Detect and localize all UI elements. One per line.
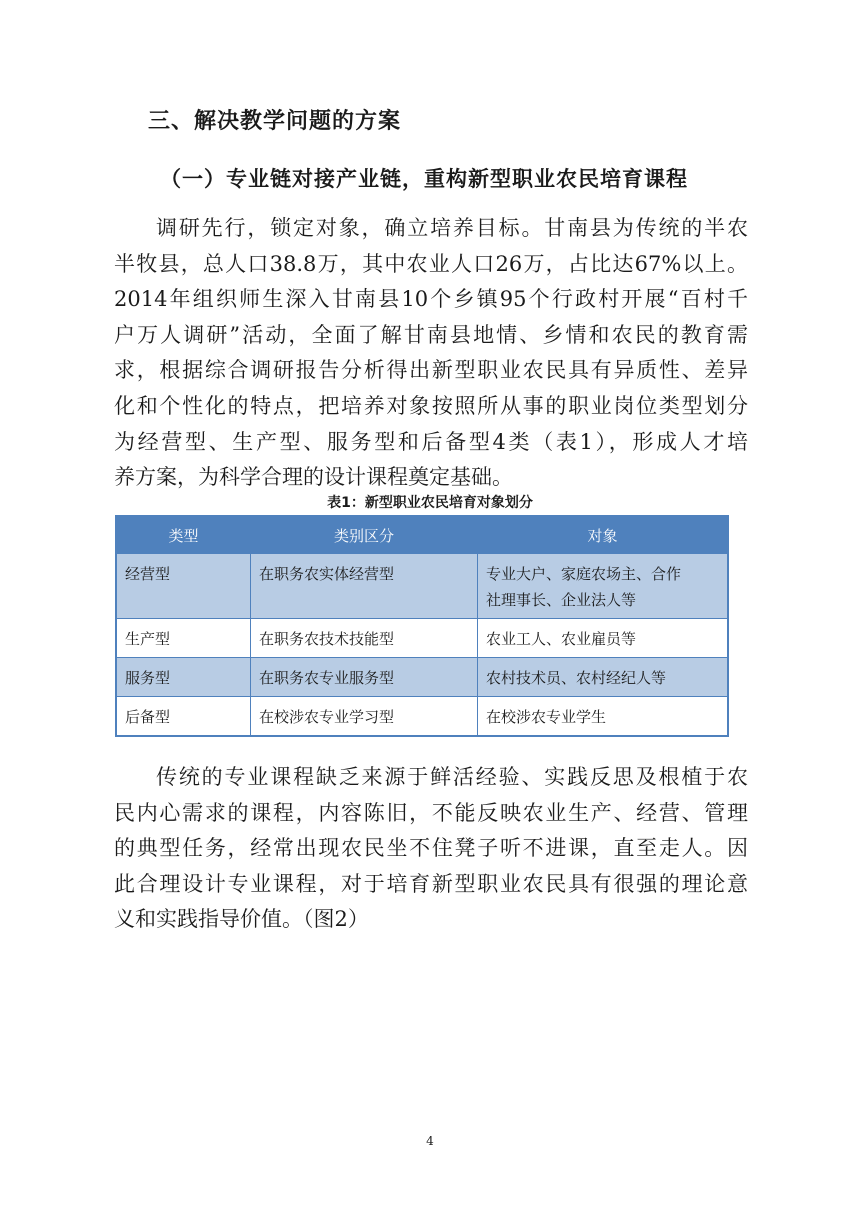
header-type: 类型: [116, 516, 251, 554]
cell-category: 在职务农技术技能型: [251, 619, 478, 658]
paragraph-line: 此合理设计专业课程，对于培育新型职业农民具有很强的理论意: [114, 871, 748, 896]
table-row: [116, 619, 728, 658]
paragraph-line: 化和个性化的特点，把培养对象按照所从事的职业岗位类型划分: [114, 393, 748, 418]
paragraph-line: 民内心需求的课程，内容陈旧，不能反映农业生产、经营、管理: [114, 800, 748, 825]
paragraph-line: 半牧县，总人口38.8万，其中农业人口26万，占比达67%以上。: [114, 251, 748, 276]
table-header-row: [116, 516, 728, 554]
paragraph-line: 求，根据综合调研报告分析得出新型职业农民具有异质性、差异: [114, 358, 748, 383]
cell-type: 经营型: [116, 554, 251, 619]
paragraph-line: 义和实践指导价值。（图2）: [114, 907, 369, 932]
cell-target: [478, 619, 729, 658]
table-row: [116, 658, 728, 697]
page-number: 4: [426, 1134, 434, 1148]
classification-table: [115, 515, 729, 737]
table-row: [116, 697, 728, 737]
cell-type: 生产型: [116, 619, 251, 658]
header-category: 类别区分: [251, 516, 478, 554]
table-caption: 表1：新型职业农民培育对象划分: [327, 495, 533, 511]
cell-category: 在校涉农专业学习型: [251, 697, 478, 737]
paragraph-line: 传统的专业课程缺乏来源于鲜活经验、实践反思及根植于农: [156, 765, 748, 789]
cell-target-line: 农业工人、农业雇员等: [486, 630, 637, 648]
paragraph-line: 2014年组织师生深入甘南县10个乡镇95个行政村开展“百村千: [114, 287, 748, 312]
cell-target: [478, 658, 729, 697]
cell-category: 在职务农专业服务型: [251, 658, 478, 697]
paragraph-line: 调研先行，锁定对象，确立培养目标。甘南县为传统的半农: [156, 216, 748, 240]
cell-category: 在职务农实体经营型: [251, 554, 478, 619]
paragraph-line: 为经营型、生产型、服务型和后备型4类（表1），形成人才培: [114, 429, 748, 454]
cell-type: 服务型: [116, 658, 251, 697]
cell-target: [478, 697, 729, 737]
paragraph-line: 的典型任务，经常出现农民坐不住凳子听不进课，直至走人。因: [114, 836, 748, 861]
cell-target-line: 农村技术员、农村经纪人等: [486, 669, 667, 687]
subsection-heading: （一）专业链对接产业链，重构新型职业农民培育课程: [160, 167, 688, 191]
cell-target-line: 在校涉农专业学生: [486, 708, 607, 726]
paragraph-line: 养方案，为科学合理的设计课程奠定基础。: [114, 465, 513, 490]
header-target: 对象: [478, 516, 729, 554]
cell-target: [478, 554, 729, 619]
paragraph-1: [114, 211, 748, 496]
cell-target-line: 专业大户、家庭农场主、合作: [486, 565, 682, 583]
section-heading: 三、解决教学问题的方案: [148, 109, 402, 134]
paragraph-line: 户万人调研”活动，全面了解甘南县地情、乡情和农民的教育需: [114, 322, 748, 347]
paragraph-2: [114, 760, 748, 938]
cell-target-line: 社理事长、企业法人等: [486, 591, 637, 609]
cell-type: 后备型: [116, 697, 251, 737]
table-row: [116, 554, 728, 619]
